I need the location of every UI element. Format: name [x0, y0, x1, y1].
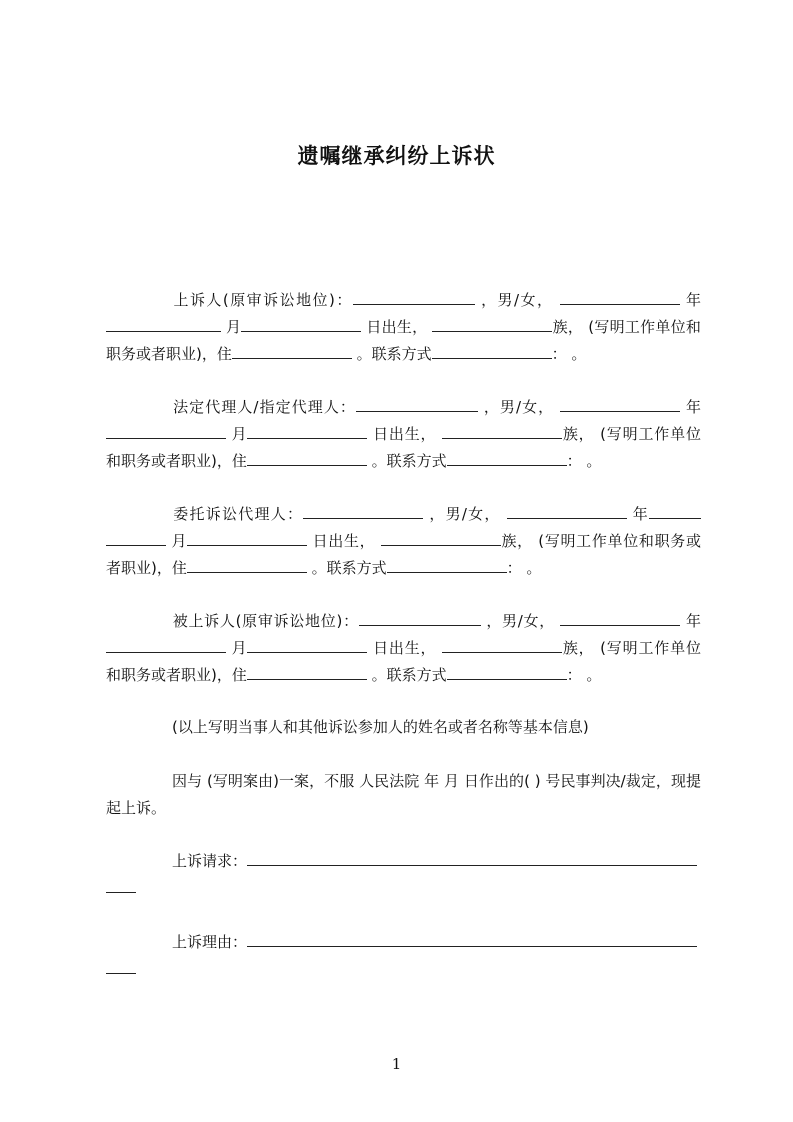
birth-year-blank-2[interactable]	[649, 502, 701, 519]
requests-blank[interactable]	[247, 849, 697, 866]
month-text: 月	[231, 425, 248, 443]
ethnic-text: 族，	[500, 532, 533, 550]
case-text: 因与 (写明案由)一案，不服 人民法院 年 月 日作出的( ) 号民事判决/裁定，现提起上诉。	[106, 772, 701, 817]
appellee-paragraph	[106, 608, 701, 689]
birth-year-blank[interactable]	[560, 395, 680, 412]
born-text: 日出生，	[373, 425, 437, 443]
work-note-text: (写明工作单位和职务或者职业)，住	[106, 532, 701, 577]
born-text: 日出生，	[373, 639, 437, 657]
end-text: ： 。	[506, 559, 542, 577]
contact-blank[interactable]	[387, 556, 507, 573]
month-text: 月	[231, 639, 248, 657]
birth-year-blank[interactable]	[507, 502, 627, 519]
address-blank[interactable]	[247, 449, 367, 466]
contact-text: 。联系方式	[311, 559, 387, 577]
appellant-paragraph	[106, 287, 701, 368]
born-text: 日出生，	[366, 318, 428, 336]
party-info-note	[106, 714, 701, 741]
requests-blank-continued[interactable]	[106, 876, 136, 893]
name-blank[interactable]	[356, 395, 478, 412]
birth-day-blank[interactable]	[187, 529, 307, 546]
ethnicity-blank[interactable]	[381, 529, 501, 546]
legal-rep-paragraph	[106, 394, 701, 475]
agent-label: 委托诉讼代理人：	[172, 505, 304, 523]
address-blank[interactable]	[232, 342, 352, 359]
contact-text: 。联系方式	[371, 452, 447, 470]
birth-day-blank[interactable]	[241, 315, 361, 332]
month-text: 月	[171, 532, 188, 550]
note-text: (以上写明当事人和其他诉讼参加人的姓名或者名称等基本信息)	[172, 718, 589, 736]
contact-blank[interactable]	[432, 342, 552, 359]
reasons-blank-continued[interactable]	[106, 957, 136, 974]
agent-paragraph	[106, 501, 701, 582]
gender-text: ，男/女，	[429, 505, 501, 523]
year-text: 年	[632, 505, 649, 523]
gender-text: ，男/女，	[483, 398, 555, 416]
name-blank[interactable]	[353, 288, 475, 305]
legal-rep-label: 法定代理人/指定代理人：	[172, 398, 356, 416]
ethnicity-blank[interactable]	[442, 422, 562, 439]
ethnicity-blank[interactable]	[432, 315, 552, 332]
address-blank[interactable]	[247, 663, 367, 680]
ethnic-text: 族，	[562, 425, 595, 443]
appellant-label: 上诉人(原审诉讼地位)：	[172, 291, 353, 309]
gender-text: ，男/女，	[481, 291, 554, 309]
year-text: 年	[685, 398, 701, 416]
address-blank[interactable]	[187, 556, 307, 573]
page-number: 1	[391, 1055, 402, 1073]
ethnic-text: 族，	[552, 318, 584, 336]
work-note-text: (写明工作单位和职务或者职业)，住	[106, 318, 701, 363]
document-title: 遗嘱继承纠纷上诉状	[297, 144, 496, 168]
contact-text: 。联系方式	[356, 345, 432, 363]
contact-text: 。联系方式	[371, 666, 447, 684]
name-blank[interactable]	[303, 502, 423, 519]
birth-month-blank[interactable]	[106, 636, 226, 653]
reasons-label: 上诉理由：	[172, 933, 248, 951]
contact-blank[interactable]	[447, 663, 567, 680]
ethnicity-blank[interactable]	[442, 636, 562, 653]
appellee-label: 被上诉人(原审诉讼地位)：	[172, 612, 359, 630]
end-text: ： 。	[551, 345, 587, 363]
year-text: 年	[685, 612, 701, 630]
requests-label: 上诉请求：	[172, 852, 248, 870]
year-text: 年	[685, 291, 701, 309]
end-text: ： 。	[566, 666, 602, 684]
birth-year-blank[interactable]	[560, 288, 680, 305]
birth-day-blank[interactable]	[247, 422, 367, 439]
born-text: 日出生，	[312, 532, 376, 550]
birth-month-blank[interactable]	[106, 529, 166, 546]
reasons-blank[interactable]	[247, 930, 697, 947]
work-note-text: (写明工作单位和职务或者职业)，住	[106, 639, 701, 684]
name-blank[interactable]	[359, 609, 481, 626]
requests-paragraph	[106, 848, 701, 902]
month-text: 月	[226, 318, 242, 336]
birth-year-blank[interactable]	[560, 609, 680, 626]
contact-blank[interactable]	[447, 449, 567, 466]
end-text: ： 。	[566, 452, 602, 470]
gender-text: ，男/女，	[486, 612, 555, 630]
reasons-paragraph	[106, 929, 701, 983]
birth-day-blank[interactable]	[247, 636, 367, 653]
case-paragraph	[106, 768, 701, 822]
birth-month-blank[interactable]	[106, 422, 226, 439]
work-note-text: (写明工作单位和职务或者职业)，住	[106, 425, 701, 470]
ethnic-text: 族，	[562, 639, 595, 657]
birth-year-blank-2[interactable]	[106, 315, 221, 332]
